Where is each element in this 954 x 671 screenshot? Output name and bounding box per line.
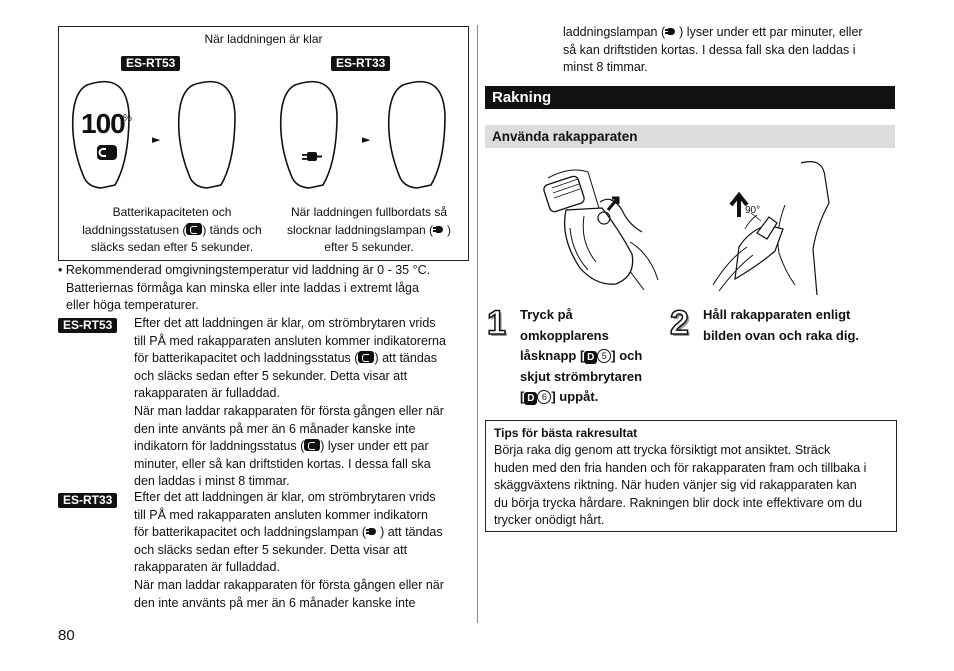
bullet-note: • Rekommenderad omgivningstemperatur vid laddning är 0 - 35 °C. Batteriernas förmåga kan minska eller inte laddas i extremt låga eller höga temperaturer. — [58, 263, 431, 313]
tips-text: Börja raka dig genom att trycka försiktigt mot ansiktet. Sträck huden med den fria handen och för rakapparaten fram och tillbaka i skäggväxtens riktning. När huden vänjer sig vid rakapparaten kan du börja trycka hårdare. Rakningen blir dock inte effektivare om du trycker onödigt hårt. — [494, 443, 867, 528]
charge-status-icon — [358, 351, 374, 363]
figure-caption-right: När laddningen fullbordats så slocknar laddningslampan ( ) efter 5 sekunder. — [286, 205, 452, 254]
charge-status-icon — [304, 439, 320, 451]
rt53-note: Efter det att laddningen är klar, om strömbrytaren vrids till PÅ med rakapparaten ansluten kommer indikatorerna för batterikapacitet och laddningsstatus ( ) att tändas och släcks sedan efter 5 sekunder. Detta visar att rakapparaten är fulladdad. När man laddar rakapparaten för första gången eller när den inte använts på mer än 6 månader kanske inte indikatorn för laddningsstatus ( ) lyser under ett par minuter, eller så kan driftstiden kortas. I dessa fall ska den laddas i minst 8 timmar. — [134, 316, 446, 489]
model-tag-rt33-note: ES-RT33 — [58, 493, 117, 508]
plug-icon — [665, 27, 679, 36]
plug-icon — [433, 225, 447, 234]
step-1-text: Tryck på omkopplarens låsknapp [ D 5 ] och skjut strömbrytaren [ D 6 ] uppåt. — [520, 307, 643, 404]
plug-icon — [366, 527, 380, 536]
shaving-face-illustration — [705, 155, 855, 295]
figure-caption-top: När laddningen är klar — [204, 32, 323, 46]
column-divider — [477, 25, 478, 623]
step-number: 1 — [487, 304, 506, 342]
rt33-note: Efter det att laddningen är klar, om strömbrytaren vrids till PÅ med rakapparaten ansluten kommer indikatorn för batterikapacitet och laddningslampan ( ) att tändas och släcks sedan efter 5 sekunder. Detta visar att rakapparaten är fulladdad. När man laddar rakapparaten för första gången eller när den inte använts på mer än 6 månader kanske inte — [134, 490, 444, 610]
ref-d-icon: D — [584, 351, 597, 364]
subsection-title: Använda rakapparaten — [485, 125, 895, 148]
section-title: Rakning — [485, 86, 895, 109]
page-number: 80 — [58, 627, 75, 644]
figure-caption-left: Batterikapaciteten och laddningsstatusen ( ) tänds och släcks sedan efter 5 sekunder. — [82, 205, 262, 254]
tips-title: Tips för bästa rakresultat — [494, 426, 638, 440]
step-2-text: Håll rakapparaten enligt bilden ovan och raka dig. — [703, 307, 860, 343]
model-tag-rt53-note: ES-RT53 — [58, 318, 117, 333]
ref-d-icon: D — [524, 392, 537, 405]
continued-note: laddningslampan ( ) lyser under ett par minuter, eller så kan driftstiden kortas. I dessa fall ska den laddas i minst 8 timmar. — [563, 25, 863, 75]
shaver-display-off-icon — [179, 82, 235, 188]
charge-status-icon — [186, 223, 202, 235]
charging-figure — [58, 26, 469, 261]
model-tag-rt33: ES-RT33 — [331, 56, 390, 71]
shaver-lamp-off-icon — [389, 82, 445, 188]
shaver-lamp-on-icon — [281, 82, 337, 188]
model-tag-rt53: ES-RT53 — [121, 56, 180, 71]
step-number: 2 — [670, 304, 689, 342]
svg-text:►: ► — [362, 133, 371, 146]
indicator-illustrations — [59, 75, 468, 193]
shaver-hand-illustration — [540, 158, 665, 293]
svg-text:100: 100 — [81, 108, 125, 139]
angle-label: 90° — [745, 205, 761, 216]
svg-text:►: ► — [152, 133, 161, 146]
tips-box — [485, 420, 897, 532]
svg-text:%: % — [123, 113, 132, 124]
